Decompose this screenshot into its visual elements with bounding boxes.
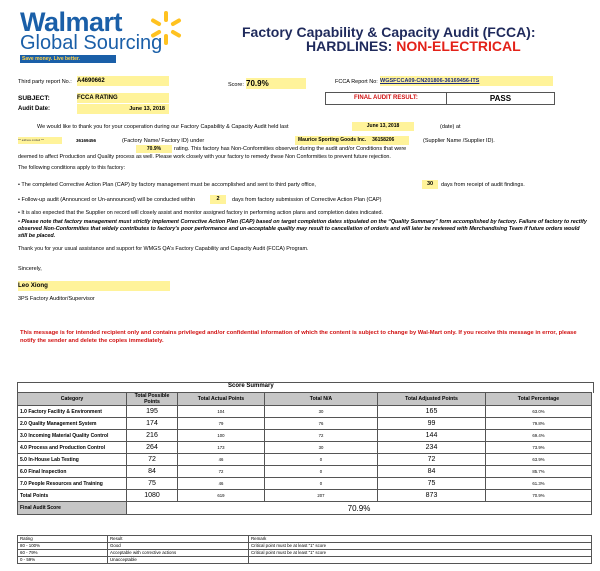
audit-date-label: Audit Date:: [18, 106, 50, 112]
row-percentage: 69.4%: [486, 430, 592, 442]
row-category: 6.0 Final Inspection: [18, 466, 127, 478]
subtitle-prefix: HARDLINES:: [306, 38, 397, 54]
table-row: [18, 454, 592, 466]
global-sourcing-text: Global Sourcing: [20, 32, 163, 54]
table-row: [18, 550, 592, 557]
report-title: Factory Capability & Capacity Audit (FCCA):: [242, 24, 536, 40]
intro-text: We would like to thank you for your cooperation during our Factory Capability & Capacity Audit held last: [37, 124, 289, 130]
row-possible: 264: [127, 442, 178, 454]
condition-supplier: • It is also expected that the Supplier on record will closely assist and monitor assigned factory in performing action plans and completion dates indicated.: [18, 210, 384, 216]
rating-range: 0 - 59%: [18, 557, 108, 564]
col-na: Total N/A: [265, 393, 378, 406]
score-label: Score:: [228, 82, 244, 88]
col-category: Category: [18, 393, 127, 406]
total-label: Total Points: [18, 490, 127, 502]
subject-value: FCCA RATING: [77, 93, 169, 103]
rating-result: Acceptable with corrective actions: [108, 550, 249, 557]
row-possible: 84: [127, 466, 178, 478]
remark-col: Remark: [249, 536, 592, 543]
row-na: 0: [265, 466, 378, 478]
result-col: Result: [108, 536, 249, 543]
final-score-value: 70.9%: [127, 502, 592, 515]
condition-followup: • Follow-up audit (Announced or Un-announced) will be conducted within: [18, 197, 196, 203]
row-adjusted: 165: [378, 406, 486, 418]
row-category: 3.0 Incoming Material Quality Control: [18, 430, 127, 442]
rating-header: [18, 536, 592, 543]
row-actual: 79: [178, 418, 265, 430]
row-percentage: 85.7%: [486, 466, 592, 478]
total-na: 207: [265, 490, 378, 502]
row-adjusted: 99: [378, 418, 486, 430]
supplier-name: [295, 136, 409, 145]
signer-name: Leo Xiong: [18, 281, 170, 291]
col-actual: Total Actual Points: [178, 393, 265, 406]
row-possible: 75: [127, 478, 178, 490]
total-row: [18, 490, 592, 502]
rating-remark: [249, 557, 592, 564]
table-row: [18, 418, 592, 430]
followup-days-suffix: days from factory submission of Corrective Action Plan (CAP): [232, 197, 382, 203]
row-possible: 195: [127, 406, 178, 418]
rating-col: Rating: [18, 536, 108, 543]
row-na: 0: [265, 478, 378, 490]
rating-result: Unacceptable: [108, 557, 249, 564]
rating-text-continued: deemed to affect Production and Quality process as well. Please work closely with your factory to remedy these Non Conformities to prevent future rejection.: [18, 154, 391, 160]
intro-date-suffix: (date) at: [440, 124, 461, 130]
rating-score: 70.9%: [136, 145, 172, 153]
final-audit-result-box: [325, 92, 555, 105]
row-possible: 216: [127, 430, 178, 442]
conditions-intro: The following conditions apply to this factory:: [18, 165, 125, 171]
cap-days-suffix: days from receipt of audit findings.: [441, 182, 525, 188]
cap-days: 30: [422, 180, 438, 189]
row-adjusted: 144: [378, 430, 486, 442]
row-percentage: 63.9%: [486, 454, 592, 466]
row-category: 5.0 In-House Lab Testing: [18, 454, 127, 466]
row-na: 30: [265, 406, 378, 418]
final-score-row: [18, 502, 592, 515]
row-na: 0: [265, 454, 378, 466]
factory-id: 36169456: [76, 138, 97, 143]
col-percentage: Total Percentage: [486, 393, 592, 406]
row-percentage: 73.9%: [486, 442, 592, 454]
rating-result: Good: [108, 543, 249, 550]
fcca-no-label: FCCA Report No:: [335, 79, 378, 85]
row-possible: 72: [127, 454, 178, 466]
intro-date: June 13, 2018: [352, 122, 414, 131]
row-actual: 46: [178, 478, 265, 490]
row-possible: 174: [127, 418, 178, 430]
table-row: [18, 442, 592, 454]
row-na: 72: [265, 430, 378, 442]
table-row: [18, 557, 592, 564]
report-no-value: A4690662: [77, 76, 169, 86]
row-adjusted: 72: [378, 454, 486, 466]
final-result-value: PASS: [489, 94, 512, 103]
rating-text: rating. This factory has Non-Conformities observed during the audit and/or Conditions that were: [174, 146, 407, 152]
row-actual: 46: [178, 454, 265, 466]
rating-remark: Critical point must be at least "1" score: [249, 543, 592, 550]
condition-cap: • The completed Corrective Action Plan (CAP) by factory management must be accomplished and sent to third party office,: [18, 182, 316, 188]
row-category: 1.0 Factory Facility & Environment: [18, 406, 127, 418]
subject-label: SUBJECT:: [18, 95, 50, 102]
report-subtitle: [306, 38, 521, 54]
row-adjusted: 75: [378, 478, 486, 490]
thanks-text: Thank you for your usual assistance and support for WMGS QA's Factory Capability and Capacity Audit (FCCA) Program.: [18, 246, 309, 252]
total-possible: 1080: [127, 490, 178, 502]
table-row: [18, 430, 592, 442]
total-actual: 619: [178, 490, 265, 502]
tagline: Save money. Live better.: [20, 55, 116, 63]
signer-title: 3PS Factory Auditor/Supervisor: [18, 296, 95, 302]
table-row: [18, 478, 592, 490]
row-percentage: 63.0%: [486, 406, 592, 418]
subtitle-category: NON-ELECTRICAL: [396, 38, 521, 54]
row-category: 2.0 Quality Management System: [18, 418, 127, 430]
row-category: 7.0 People Resources and Training: [18, 478, 127, 490]
sincerely: Sincerely,: [18, 266, 42, 272]
row-actual: 173: [178, 442, 265, 454]
row-na: 30: [265, 442, 378, 454]
total-percentage: 70.9%: [486, 490, 592, 502]
rating-remark: Critical point must be at least "1" score: [249, 550, 592, 557]
confidentiality-notice: This message is for intended recipient only and contains privileged and/or confidential information of which the content is subject to change by Wal-Mart only. If you receive this message in error, please notify the sender and delete the copies immediately.: [20, 330, 577, 344]
score-summary-table: [17, 392, 592, 515]
total-adjusted: 873: [378, 490, 486, 502]
row-adjusted: 84: [378, 466, 486, 478]
rating-range: 60 - 79%: [18, 550, 108, 557]
row-percentage: 79.8%: [486, 418, 592, 430]
fcca-no-value: WGSFCCA09-CN201806-36169456-ITS: [380, 76, 553, 86]
walmart-logo-text: Walmart: [20, 7, 123, 37]
row-actual: 100: [178, 430, 265, 442]
row-na: 76: [265, 418, 378, 430]
row-percentage: 61.3%: [486, 478, 592, 490]
supplier-name-text: Maurice Sporting Goods Inc.: [298, 137, 367, 143]
row-adjusted: 234: [378, 442, 486, 454]
factory-name-label: (Factory Name/ Factory ID) under: [122, 138, 205, 144]
rating-legend-table: [17, 535, 592, 564]
table-row: [18, 466, 592, 478]
row-actual: 72: [178, 466, 265, 478]
row-actual: 104: [178, 406, 265, 418]
report-no-label: Third party report No.:: [18, 79, 72, 85]
table-row: [18, 406, 592, 418]
rating-range: 80 - 100%: [18, 543, 108, 550]
row-category: 4.0 Process and Production Control: [18, 442, 127, 454]
final-result-label: FINAL AUDIT RESULT:: [326, 93, 447, 104]
table-row: [18, 543, 592, 550]
score-value: 70.9%: [246, 78, 306, 89]
condition-cap-warning: • Please note that factory management must strictly implement Corrective Action Plan (CAP) based on target completion dates stipulated on the “Quality Summary” form accomplished by factory. Failure of factory to rectify observed Non-Conformities that widely contributes to factory's poor performance and un-acceptable quality may result to cancellation of order/s and will later be reviewed with Merchandising Team if future orders would still be placed.: [18, 219, 587, 239]
audit-date-value: June 13, 2018: [77, 104, 169, 114]
factory-address: *** address omitted ***: [18, 137, 62, 144]
supplier-id: 36158206: [372, 137, 395, 143]
followup-days: 2: [210, 195, 226, 204]
supplier-label: (Supplier Name /Supplier ID).: [423, 138, 495, 144]
col-possible: Total Possible Points: [127, 393, 178, 406]
score-table-header: [18, 393, 592, 406]
col-adjusted: Total Adjusted Points: [378, 393, 486, 406]
final-score-label: Final Audit Score: [18, 502, 127, 515]
score-summary-title: Score Summary: [228, 383, 274, 389]
